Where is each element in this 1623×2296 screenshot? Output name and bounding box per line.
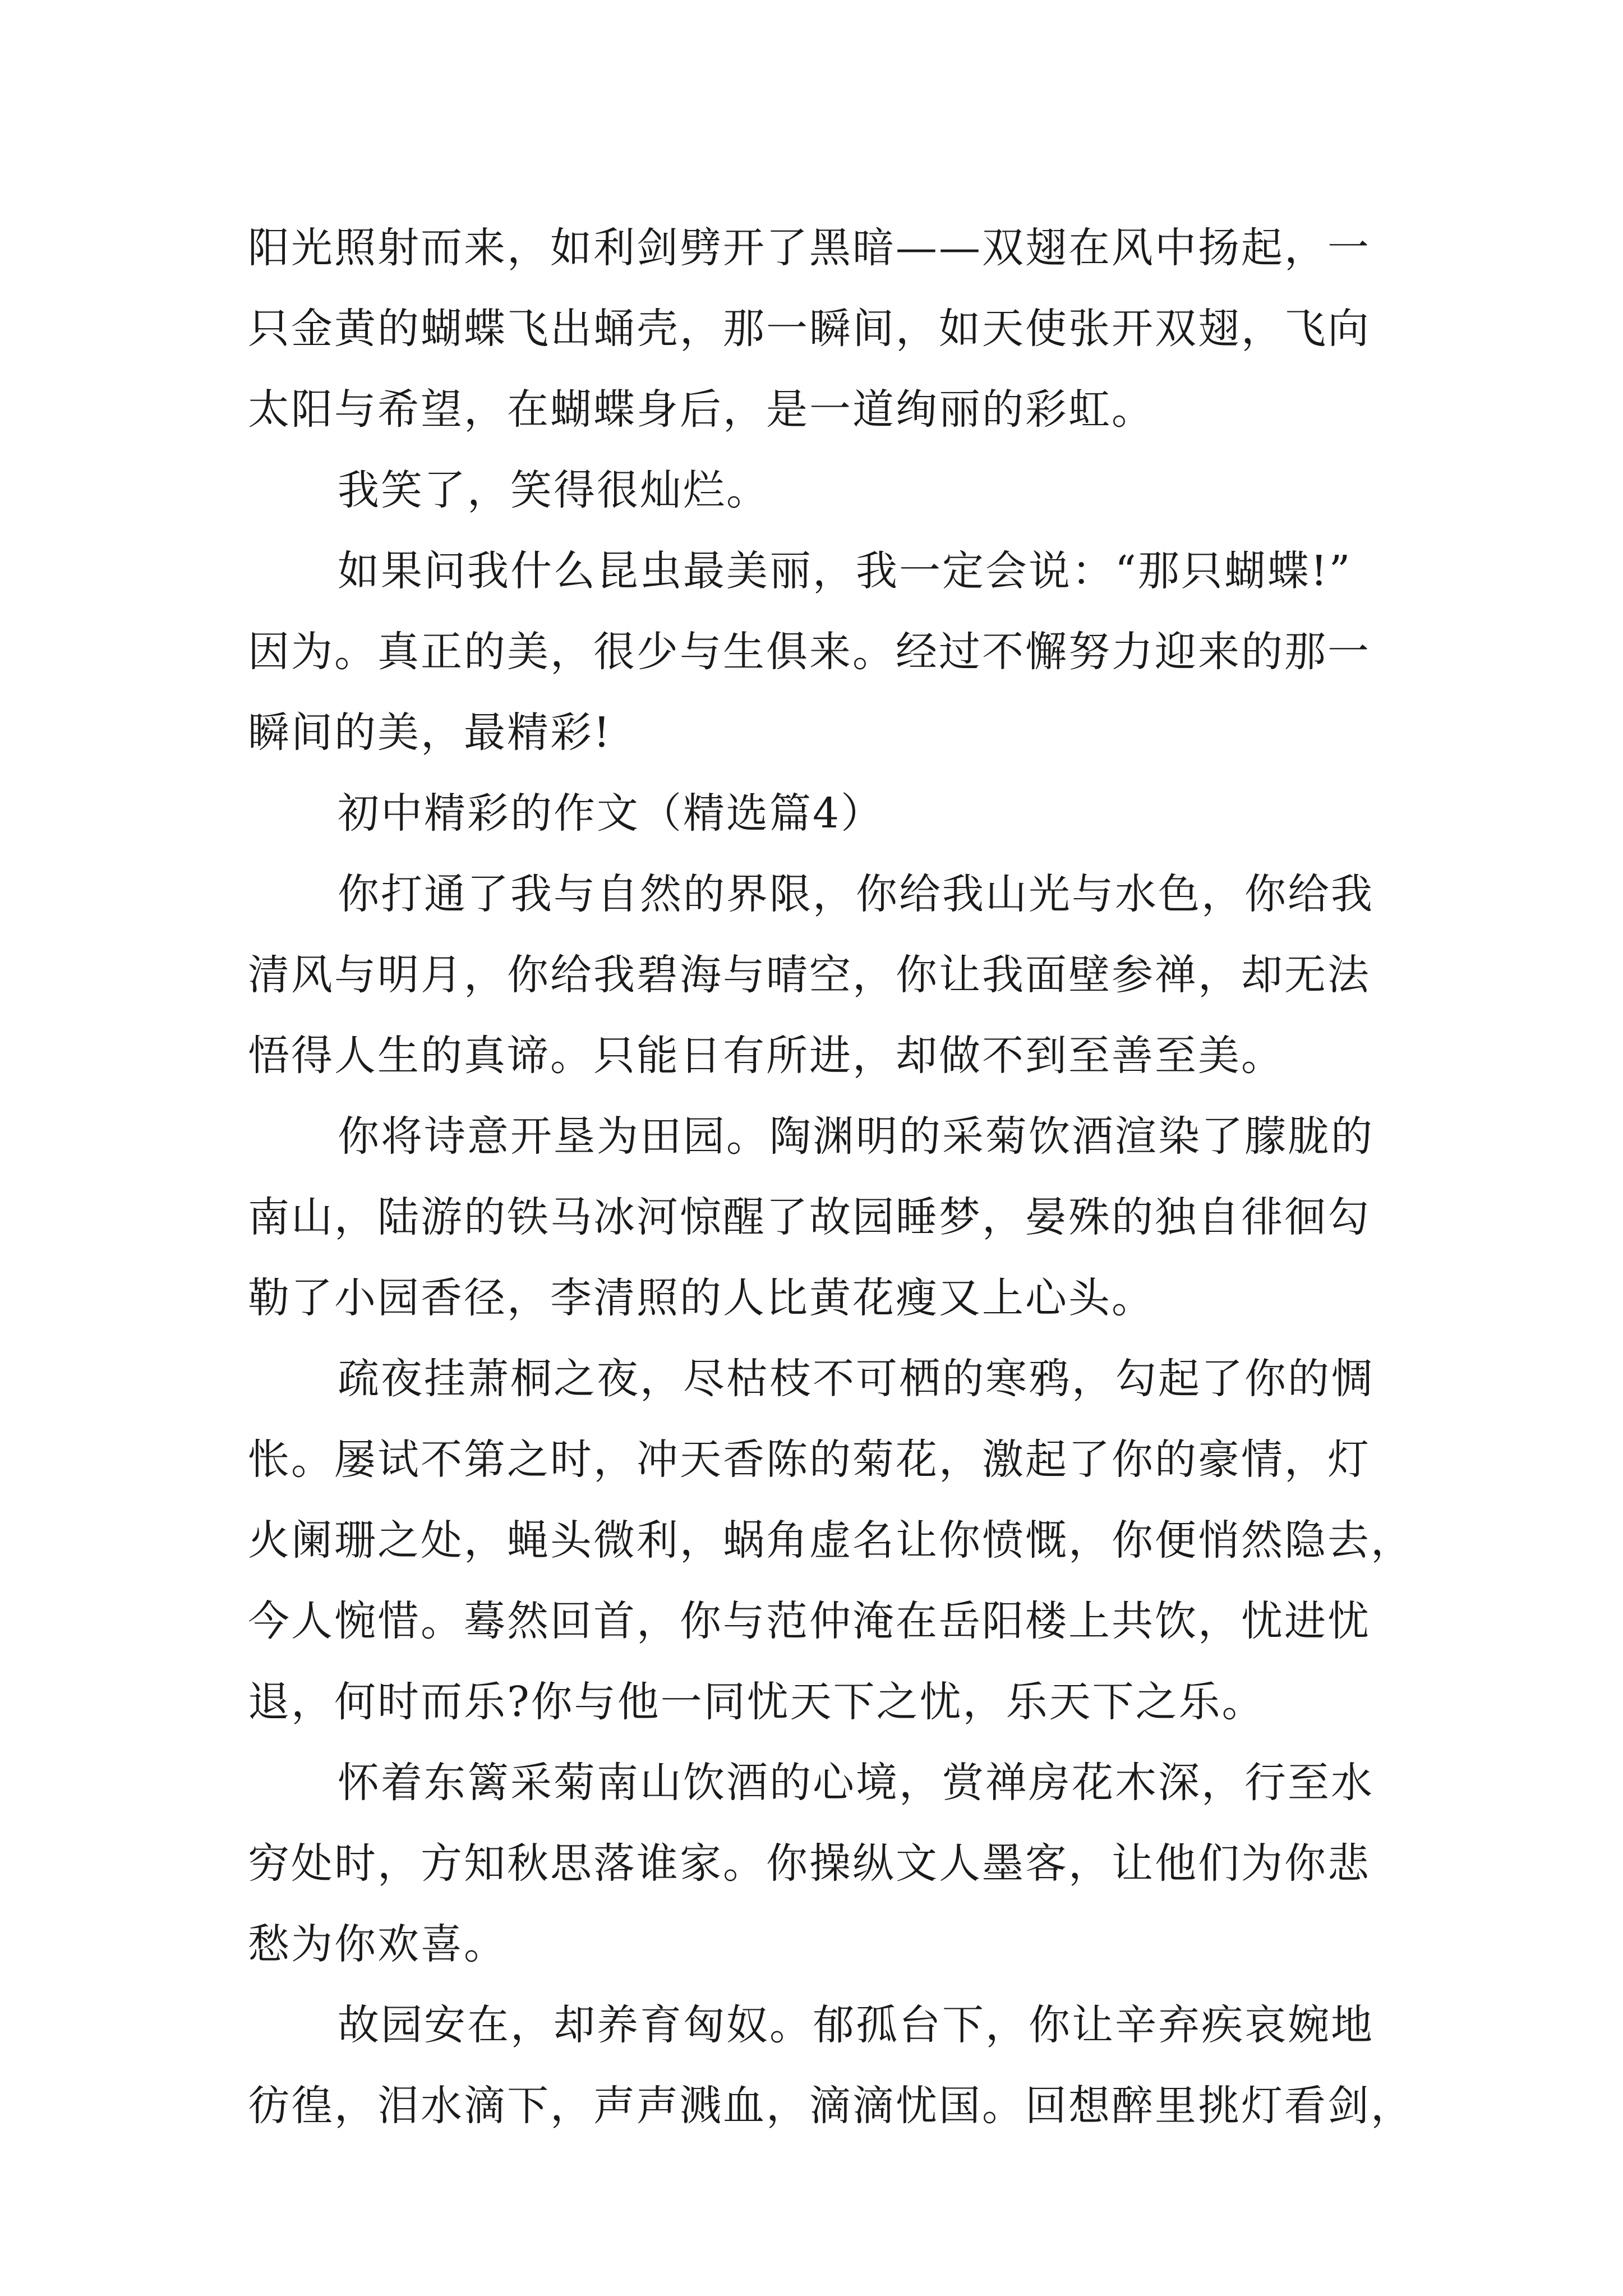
text-line: 如果问我什么昆虫最美丽，我一定会说：“那只蝴蝶!” [338, 547, 1352, 595]
text-line: 你将诗意开垦为田园。陶渊明的采菊饮酒渲染了朦胧的 [338, 1112, 1374, 1161]
text-line: 疏夜挂萧桐之夜，尽枯枝不可栖的寒鸦，勾起了你的惆 [338, 1355, 1374, 1403]
text-line: 太阳与希望，在蝴蝶身后，是一道绚丽的彩虹。 [248, 385, 1155, 434]
text-line: 勒了小园香径，李清照的人比黄花瘦又上心头。 [248, 1274, 1155, 1322]
text-line: 彷徨，泪水滴下，声声溅血，滴滴忧国。回想醉里挑灯看剑， [248, 2082, 1414, 2130]
text-line: 故园安在，却养育匈奴。郁孤台下，你让辛弃疾哀婉地 [338, 2001, 1374, 2049]
text-line: 你打通了我与自然的界限，你给我山光与水色，你给我 [338, 870, 1374, 918]
text-line: 我笑了，笑得很灿烂。 [338, 466, 769, 514]
text-line: 退，何时而乐?你与他一同忧天下之忧，乐天下之乐。 [248, 1678, 1265, 1726]
text-line: 阳光照射而来，如利剑劈开了黑暗——双翅在风中扬起，一 [248, 224, 1371, 272]
text-line: 清风与明月，你给我碧海与晴空，你让我面壁参禅，却无法 [248, 951, 1371, 999]
text-line: 瞬间的美，最精彩! [248, 708, 612, 757]
text-line: 火阑珊之处，蝇头微利，蜗角虚名让你愤慨，你便悄然隐去， [248, 1516, 1414, 1565]
text-line: 悟得人生的真谛。只能日有所进，却做不到至善至美。 [248, 1032, 1284, 1080]
text-line: 怀着东篱采菊南山饮酒的心境，赏禅房花木深，行至水 [338, 1759, 1374, 1807]
text-line: 因为。真正的美，很少与生俱来。经过不懈努力迎来的那一 [248, 628, 1371, 676]
section-heading: 初中精彩的作文（精选篇4） [338, 789, 884, 838]
text-line: 愁为你欢喜。 [248, 1920, 507, 1968]
text-line: 今人惋惜。蓦然回首，你与范仲淹在岳阳楼上共饮，忧进忧 [248, 1597, 1371, 1645]
text-line: 南山，陆游的铁马冰河惊醒了故园睡梦，晏殊的独自徘徊勾 [248, 1193, 1371, 1241]
text-line: 只金黄的蝴蝶飞出蛹壳，那一瞬间，如天使张开双翅，飞向 [248, 305, 1371, 353]
text-line: 穷处时，方知秋思落谁家。你操纵文人墨客，让他们为你悲 [248, 1839, 1371, 1888]
text-line: 怅。屡试不第之时，冲天香陈的菊花，激起了你的豪情，灯 [248, 1435, 1371, 1484]
essay-body [248, 208, 1414, 2146]
